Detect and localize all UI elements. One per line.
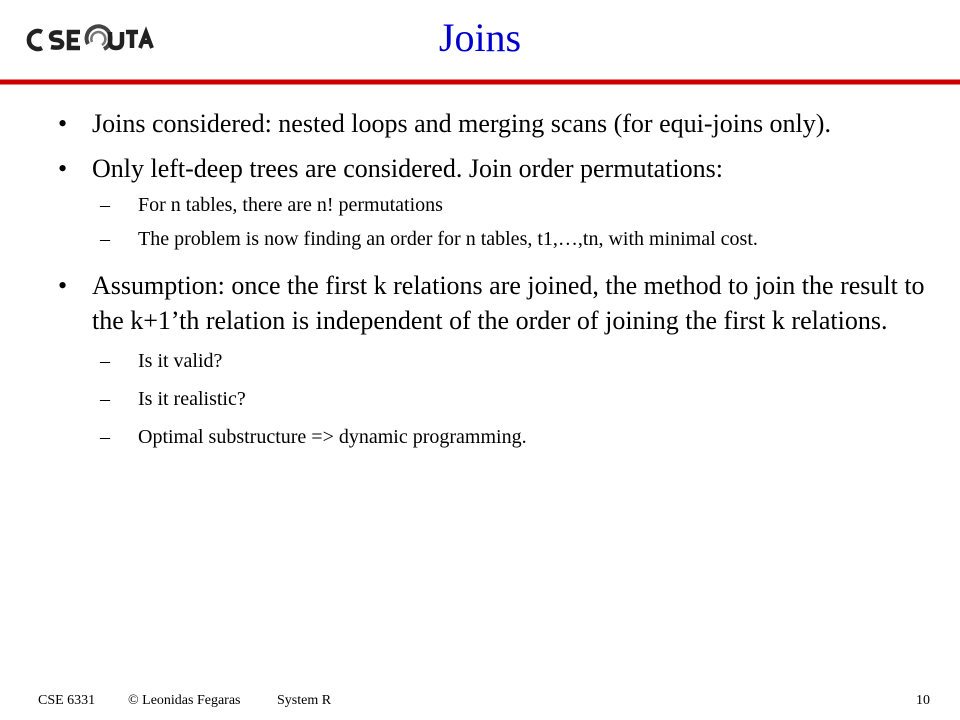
footer-page-number: 10 bbox=[916, 693, 930, 708]
bullet-marker: • bbox=[58, 109, 68, 138]
bullet-text: Only left-deep trees are considered. Join order permutations: bbox=[92, 154, 723, 183]
sub-bullet-marker: – bbox=[100, 228, 110, 250]
slide-title: Joins bbox=[438, 15, 522, 60]
sub-bullet-marker: – bbox=[100, 194, 110, 216]
bullet-text: Joins considered: nested loops and merging scans (for equi-joins only). bbox=[92, 109, 831, 138]
bullet-item bbox=[56, 106, 926, 141]
sub-bullet-item bbox=[92, 224, 926, 254]
footer-author: © Leonidas Fegaras bbox=[128, 693, 241, 708]
bullet-marker: • bbox=[58, 271, 68, 300]
sub-bullet-text: For n tables, there are n! permutations bbox=[138, 194, 443, 216]
bullet-marker: • bbox=[58, 154, 68, 183]
bullet-text: Assumption: once the first k relations are joined, the method to join the result to the k+1’th relation is independent of the order of joining the first k relations. bbox=[92, 271, 925, 335]
sub-bullet-text: Optimal substructure => dynamic programming. bbox=[138, 426, 527, 448]
sub-bullet-marker: – bbox=[100, 350, 110, 372]
sub-bullet-text: The problem is now finding an order for n tables, t1,…,tn, with minimal cost. bbox=[138, 228, 758, 250]
bullet-item bbox=[56, 268, 926, 338]
sub-bullet-item bbox=[92, 190, 926, 220]
title-underline bbox=[0, 76, 960, 88]
sub-bullet-marker: – bbox=[100, 426, 110, 448]
sub-bullet-item bbox=[92, 384, 926, 414]
sub-bullet-text: Is it realistic? bbox=[138, 388, 246, 410]
footer-topic: System R bbox=[277, 693, 332, 708]
sub-bullet-text: Is it valid? bbox=[138, 350, 223, 372]
sub-bullet-item bbox=[92, 422, 926, 452]
footer-course: CSE 6331 bbox=[38, 693, 96, 708]
bullet-item bbox=[56, 151, 926, 186]
slide-body bbox=[56, 106, 926, 452]
sub-bullet-marker: – bbox=[100, 388, 110, 410]
sub-bullet-item bbox=[92, 346, 926, 376]
